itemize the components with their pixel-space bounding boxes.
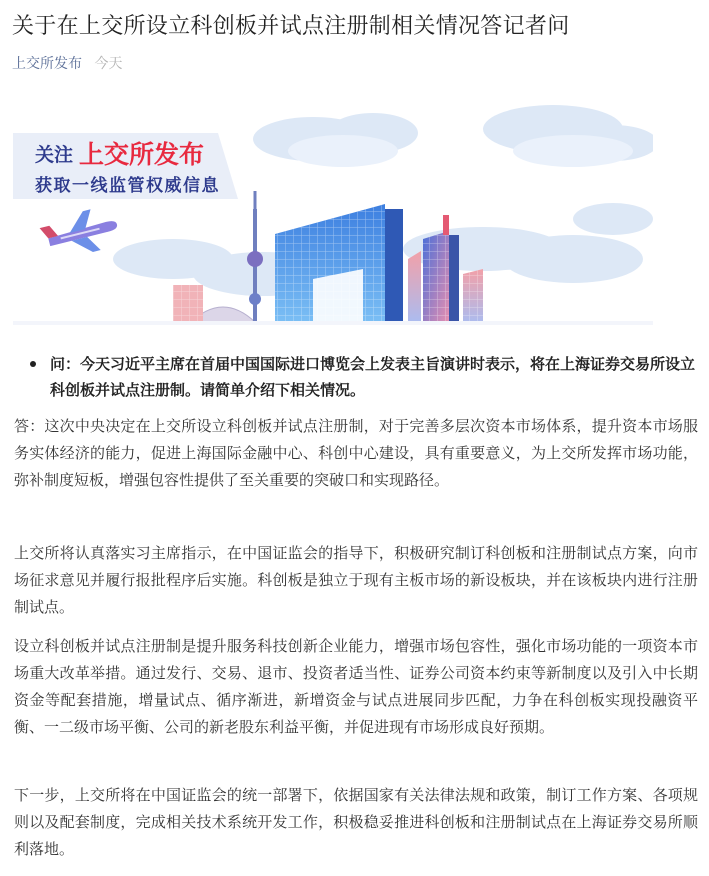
article-meta [12, 53, 122, 73]
question-bullet [30, 351, 700, 403]
answer-paragraph-2: 上交所将认真落实习主席指示，在中国证监会的指导下，积极研究制订科创板和注册制试点方案，向市场征求意见并履行报批程序后实施。科创板是独立于现有主板市场的新设板块，并在该板块内进行注册制试点。 [14, 544, 698, 616]
answer-paragraph-4: 下一步，上交所将在中国证监会的统一部署下，依据国家有关法律法规和政策，制订工作方案、各项规则以及配套制度，完成相关技术系统开发工作，积极稳妥推进科创板和注册制试点在上海证券交易所顺利落地。 [14, 786, 698, 858]
banner-line1-highlight: 上交所发布 [79, 140, 205, 169]
article-title: 关于在上交所设立科创板并试点注册制相关情况答记者问 [12, 14, 570, 39]
answer-paragraph-1: 答：这次中央决定在上交所设立科创板并试点注册制，对于完善多层次资本市场体系，提升资本市场服务实体经济的能力，促进上海国际金融中心、科创中心建设，具有重要意义，为上交所发挥市场功能，弥补制度短板，增强包容性提供了至关重要的突破口和实现路径。 [14, 417, 698, 489]
banner-line1-prefix: 关注 [35, 144, 74, 166]
author-link[interactable]: 上交所发布 [12, 56, 82, 72]
banner-image [13, 99, 653, 325]
answer-paragraph-3: 设立科创板并试点注册制是提升服务科技创新企业能力，增强市场包容性，强化市场功能的一项资本市场重大改革举措。通过发行、交易、退市、投资者适当性、证券公司资本约束等新制度以及引入中长期资金等配套措施，增量试点、循序渐进，新增资金与试点进展同步匹配，力争在科创板实现投融资平衡、一二级市场平衡、公司的新老股东利益平衡，并促进现有市场形成良好预期。 [14, 637, 698, 736]
publish-time: 今天 [94, 56, 123, 72]
question-text: 问：今天习近平主席在首届中国国际进口博览会上发表主旨演讲时表示，将在上海证券交易所设立科创板并试点注册制。请简单介绍下相关情况。 [50, 355, 696, 399]
bullet-dot [30, 361, 36, 367]
banner-line2: 获取一线监管权威信息 [35, 176, 220, 196]
